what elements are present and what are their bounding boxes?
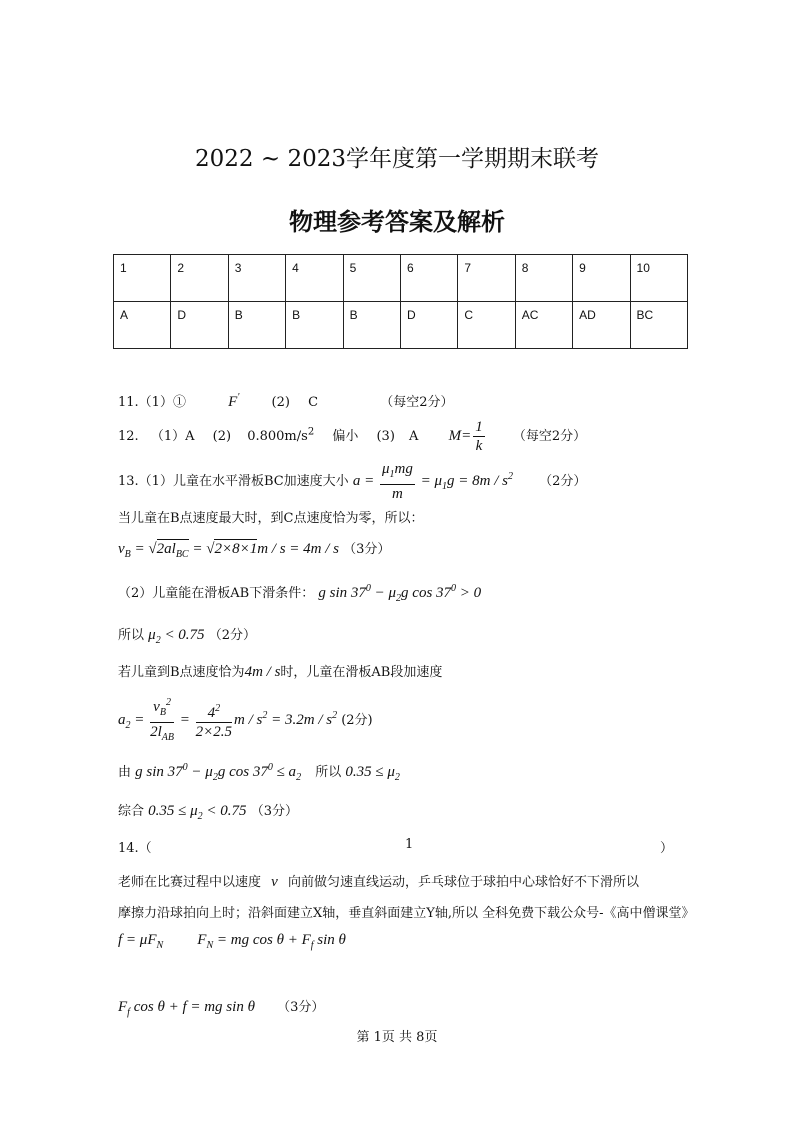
answer-table-number-cell: 2 — [171, 255, 228, 302]
q13-inequality: g $\sin 37^0 - \mu_2g$ $\cos 37^0 \le a_2$ — [135, 762, 302, 783]
q13-score1: （2分） — [539, 473, 587, 489]
q12-line — [118, 418, 586, 455]
q13-range: $0.35 \le \mu_2 < 0.75$ — [148, 803, 247, 822]
answer-table-number-cell: 7 — [458, 255, 515, 302]
page-footer: 第 1页 共 8页 — [356, 1030, 438, 1045]
q13-lower-bound: $0.35 \le \mu_2$ — [345, 764, 400, 783]
q13-score5: （3分） — [250, 804, 298, 819]
q13-line1 — [118, 460, 586, 503]
q13-so-text: 所以 — [118, 628, 145, 643]
q13-score3: （2分） — [208, 628, 256, 643]
q13-line9 — [118, 800, 298, 822]
q11-label: 11.（1）① — [118, 395, 186, 410]
q13-part1-text: 13.（1）儿童在水平滑板BC加速度大小 — [118, 473, 349, 489]
q13-combined-text: 综合 — [118, 804, 145, 819]
q13-a2-formula: $a_2$ = $\frac{v_B^2}{2l_{AB}}$ = $\frac{4^2}{2\times 2.5}$ $m / s^2 = 3.2m / s^2$ — [118, 712, 337, 728]
q13-accel-formula: a = $\frac{\mu_1mg}{m}$ = $\mu_1g = 8m / s^2$ — [352, 461, 513, 502]
q13-speed-tail: 时，儿童在滑板AB段加速度 — [280, 665, 443, 680]
q13-line2: 当儿童在B点速度最大时，到C点速度恰为零，所以： — [118, 511, 424, 526]
q12-part1: （1）A — [150, 428, 195, 444]
q14-normal-formula: $F_N$ = mg $\cos \theta + F_f$ sin θ — [197, 932, 346, 951]
q13-line4 — [118, 582, 481, 604]
answer-table-number-cell: 8 — [515, 255, 572, 302]
answer-table-number-cell: 1 — [114, 255, 171, 302]
q12-answer-a: A — [409, 428, 419, 444]
document-subtitle: 物理参考答案及解析 — [289, 207, 505, 236]
answer-table-answer-cell: A — [114, 302, 171, 349]
q14-text-b: 向前做匀速直线运动，乒乓球位于球拍中心球恰好不下滑所以 — [287, 875, 639, 890]
q12-acceleration: $0.800m/s^2$ — [247, 426, 315, 444]
q13-line8 — [118, 761, 400, 783]
q12-bias: 偏小 — [332, 428, 359, 444]
q13-slide-condition: g $\sin 37^0 - \mu_2g$ $\cos 37^0 > 0$ — [318, 583, 482, 604]
answer-table-answer-cell: B — [286, 302, 343, 349]
document-title: 2022 ~ 2023学年度第一学期期末联考 — [195, 146, 599, 172]
answer-table-number-cell: 5 — [343, 255, 400, 302]
q14-line1 — [118, 871, 639, 891]
answer-table-number-cell: 3 — [228, 255, 285, 302]
q13-speed-text: 若儿童到B点速度恰为 — [118, 665, 245, 680]
answer-table-number-cell: 4 — [286, 255, 343, 302]
q14-line2: 摩擦力沿球拍向上时；沿斜面建立X轴，垂直斜面建立Y轴,所以 全科免费下载公众号-《高中僧课堂》 — [118, 906, 695, 921]
q14-balance-formula: $F_f$ cos θ + f = mg sin θ — [118, 999, 255, 1018]
q11-part2: (2) — [271, 395, 290, 410]
answer-table-number-cell: 6 — [400, 255, 457, 302]
q14-text-a: 老师在比赛过程中以速度 — [118, 875, 262, 890]
answer-table-answer-cell: C — [458, 302, 515, 349]
q14-label: 14.（ — [118, 841, 152, 856]
q14-one: 1 — [405, 837, 414, 852]
q12-label: 12. — [118, 428, 139, 444]
q14-close: ） — [660, 841, 674, 856]
q13-mu-bound: $\mu_2 < 0.75$ — [148, 627, 205, 646]
q14-score: （3分） — [277, 1000, 325, 1015]
answer-table-answer-cell: D — [400, 302, 457, 349]
q11-answer-c: C — [308, 395, 319, 410]
q13-by-text: 由 — [118, 765, 132, 780]
q13-line6 — [118, 661, 442, 681]
q13-so-text2: 所以 — [315, 765, 342, 780]
answer-table-answer-row — [114, 302, 688, 349]
answer-table-number-row — [114, 255, 688, 302]
q12-score: （每空2分） — [512, 428, 587, 444]
q14-friction-formula: $f = \mu F_N$ — [118, 932, 164, 951]
answer-table-answer-cell: AC — [515, 302, 572, 349]
q13-speed-value: 4m / s — [244, 664, 281, 680]
q12-part2: (2) — [212, 428, 232, 444]
q11-f-symbol: F' — [228, 392, 240, 410]
answer-table — [113, 254, 688, 349]
q11-line — [118, 391, 453, 411]
q13-part2-text: （2）儿童能在滑板AB下滑条件： — [118, 586, 315, 601]
q14-v-symbol: v — [271, 874, 278, 890]
answer-table-answer-cell: AD — [573, 302, 630, 349]
answer-table-answer-cell: D — [171, 302, 228, 349]
q12-formula: M= $\frac{1}{k}$ — [448, 419, 483, 454]
q11-score: （每空2分） — [380, 395, 454, 410]
answer-table-answer-cell: B — [228, 302, 285, 349]
q13-score2: （3分） — [343, 542, 391, 557]
q13-score4: (2分) — [341, 712, 373, 728]
q13-line7 — [118, 694, 373, 747]
answer-table-number-cell: 10 — [630, 255, 687, 302]
answer-table-answer-cell: BC — [630, 302, 687, 349]
q12-part3: (3) — [376, 428, 395, 444]
q14-line3 — [118, 932, 346, 951]
q13-line3 — [118, 538, 390, 560]
q14-line4 — [118, 996, 324, 1018]
q13-velocity-formula: $v_B = √2al_{BC} = √2\times 8\times 1m / s = 4m / s$ — [118, 541, 339, 560]
answer-table-answer-cell: B — [343, 302, 400, 349]
q13-line5 — [118, 624, 256, 646]
answer-table-number-cell: 9 — [573, 255, 630, 302]
